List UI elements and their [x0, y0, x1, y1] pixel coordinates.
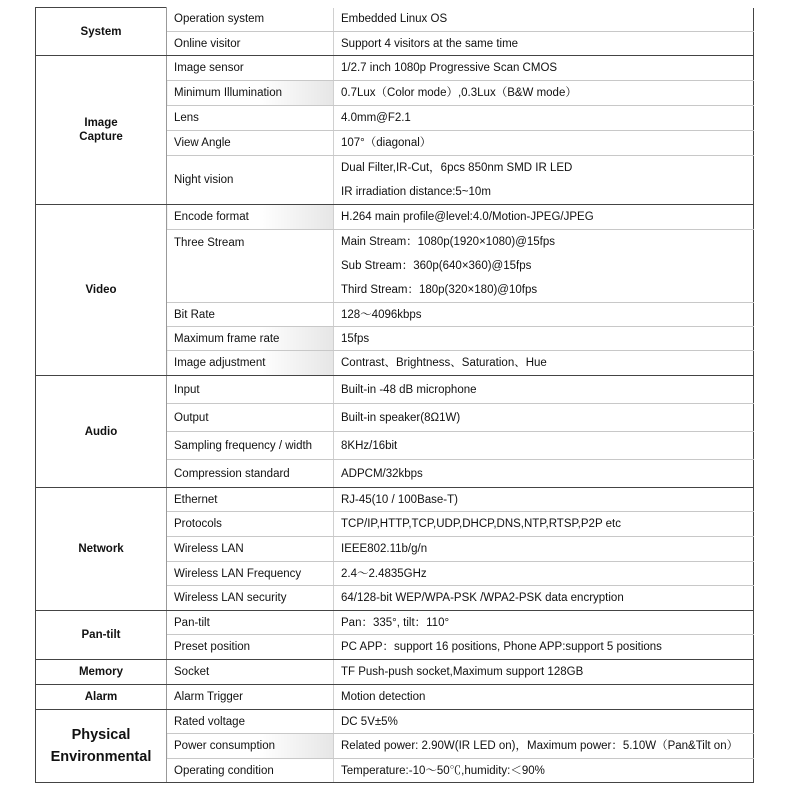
category-network: Network — [36, 488, 167, 611]
spec-value-cell — [334, 81, 754, 106]
spec-value-cell — [334, 460, 754, 488]
spec-item-label: Power consumption — [167, 734, 334, 759]
category-video: Video — [36, 205, 167, 376]
spec-row — [36, 205, 754, 230]
spec-value-cell — [334, 205, 754, 230]
spec-value: 0.7Lux（Color mode）,0.3Lux（B&W mode） — [341, 87, 577, 99]
category-pan-tilt: Pan-tilt — [36, 611, 167, 660]
spec-value-cell — [334, 327, 754, 351]
spec-item-label: Compression standard — [167, 460, 334, 488]
spec-item-label: Protocols — [167, 512, 334, 537]
spec-item-label: Preset position — [167, 635, 334, 660]
spec-value-cell — [334, 404, 754, 432]
spec-value-cell — [334, 512, 754, 537]
spec-row — [36, 660, 754, 685]
spec-value: Contrast、Brightness、Saturation、Hue — [341, 357, 547, 369]
spec-value: Third Stream：180p(320×180)@10fps — [341, 284, 538, 296]
spec-value: DC 5V±5% — [341, 715, 398, 728]
spec-value: Support 4 visitors at the same time — [341, 37, 519, 50]
spec-item-label: Maximum frame rate — [167, 327, 334, 351]
spec-value: 128～4096kbps — [341, 308, 422, 321]
spec-row — [36, 611, 754, 635]
spec-item-label: Online visitor — [167, 32, 334, 56]
spec-value: TF Push-push socket,Maximum support 128GB — [341, 666, 584, 678]
spec-value: Embedded Linux OS — [341, 13, 448, 26]
spec-item-label: Three Stream — [167, 230, 334, 303]
spec-item-label: Bit Rate — [167, 303, 334, 327]
spec-value: Motion detection — [341, 691, 426, 703]
spec-item-label: Rated voltage — [167, 710, 334, 734]
spec-value: 107°（diagonal） — [341, 137, 432, 149]
spec-item-label: Wireless LAN security — [167, 586, 334, 611]
spec-value: Built-in -48 dB microphone — [341, 383, 477, 396]
spec-value: Temperature:-10～50℃,humidity:＜90% — [341, 764, 545, 777]
spec-value-cell — [334, 734, 754, 759]
spec-value-cell — [334, 635, 754, 660]
spec-value: Pan：335°, tilt：110° — [341, 616, 450, 629]
category-alarm: Alarm — [36, 685, 167, 710]
spec-value: PC APP：support 16 positions, Phone APP:support 5 positions — [341, 641, 662, 653]
spec-item-label: Image sensor — [167, 56, 334, 81]
spec-item-label: Encode format — [167, 205, 334, 230]
spec-value-cell — [334, 131, 754, 156]
spec-item-label: Image adjustment — [167, 351, 334, 376]
spec-value-cell — [334, 156, 754, 205]
category-audio: Audio — [36, 376, 167, 488]
spec-value: 64/128-bit WEP/WPA-PSK /WPA2-PSK data encryption — [341, 592, 624, 604]
spec-value-cell — [334, 56, 754, 81]
spec-item-label: Alarm Trigger — [167, 685, 334, 710]
spec-row — [36, 488, 754, 512]
spec-value-cell — [334, 562, 754, 586]
category-image-capture: Image Capture — [36, 56, 167, 205]
spec-item-label: Minimum Illumination — [167, 81, 334, 106]
category-system: System — [36, 8, 167, 56]
spec-item-label: Input — [167, 376, 334, 404]
spec-value-cell — [334, 710, 754, 734]
spec-item-label: Sampling frequency / width — [167, 432, 334, 460]
spec-value: Built-in speaker(8Ω1W) — [341, 411, 461, 424]
spec-value-cell — [334, 759, 754, 783]
spec-item-label: View Angle — [167, 131, 334, 156]
spec-value: Dual Filter,IR-Cut，6pcs 850nm SMD IR LED — [341, 162, 573, 174]
spec-value: RJ-45(10 / 100Base-T) — [341, 493, 458, 506]
spec-value: 15fps — [341, 332, 370, 345]
spec-value: ADPCM/32kbps — [341, 467, 423, 480]
spec-value: IR irradiation distance:5~10m — [341, 186, 491, 198]
spec-value-cell — [334, 8, 754, 32]
spec-value: H.264 main profile@level:4.0/Motion-JPEG/JPEG — [341, 211, 594, 223]
spec-value-cell — [334, 106, 754, 131]
spec-value: IEEE802.11b/g/n — [341, 543, 428, 555]
spec-value-cell — [334, 351, 754, 376]
spec-item-label: Lens — [167, 106, 334, 131]
spec-item-label: Operation system — [167, 8, 334, 32]
spec-value: Related power: 2.90W(IR LED on)，Maximum power：5.10W（Pan&Tilt on） — [341, 740, 739, 752]
spec-value: 2.4～2.4835GHz — [341, 567, 427, 580]
spec-value: 8KHz/16bit — [341, 439, 398, 452]
spec-value-cell — [334, 32, 754, 56]
spec-item-label: Wireless LAN Frequency — [167, 562, 334, 586]
spec-value: TCP/IP,HTTP,TCP,UDP,DHCP,DNS,NTP,RTSP,P2P etc — [341, 518, 621, 530]
spec-row — [36, 710, 754, 734]
spec-value-cell — [334, 432, 754, 460]
spec-value-cell — [334, 376, 754, 404]
spec-value: Main Stream：1080p(1920×1080)@15fps — [341, 236, 556, 248]
spec-value: 4.0mm@F2.1 — [341, 112, 411, 124]
category-memory: Memory — [36, 660, 167, 685]
spec-value-cell — [334, 488, 754, 512]
spec-item-label: Socket — [167, 660, 334, 685]
spec-value-cell — [334, 303, 754, 327]
category-physical-environmental: Physical Environmental — [36, 710, 167, 783]
spec-value-cell — [334, 611, 754, 635]
spec-table — [35, 7, 754, 783]
spec-item-label: Pan-tilt — [167, 611, 334, 635]
spec-value: 1/2.7 inch 1080p Progressive Scan CMOS — [341, 62, 558, 74]
spec-row — [36, 56, 754, 81]
spec-value-cell — [334, 586, 754, 611]
spec-table-body — [36, 8, 754, 783]
spec-row — [36, 685, 754, 710]
spec-value-cell — [334, 230, 754, 303]
spec-value-cell — [334, 660, 754, 685]
spec-item-label: Ethernet — [167, 488, 334, 512]
spec-item-label: Operating condition — [167, 759, 334, 783]
spec-value-cell — [334, 537, 754, 562]
spec-item-label: Output — [167, 404, 334, 432]
spec-item-label: Wireless LAN — [167, 537, 334, 562]
spec-item-label: Night vision — [167, 156, 334, 205]
spec-row — [36, 8, 754, 32]
spec-value-cell — [334, 685, 754, 710]
spec-value: Sub Stream：360p(640×360)@15fps — [341, 260, 532, 272]
spec-row — [36, 376, 754, 404]
